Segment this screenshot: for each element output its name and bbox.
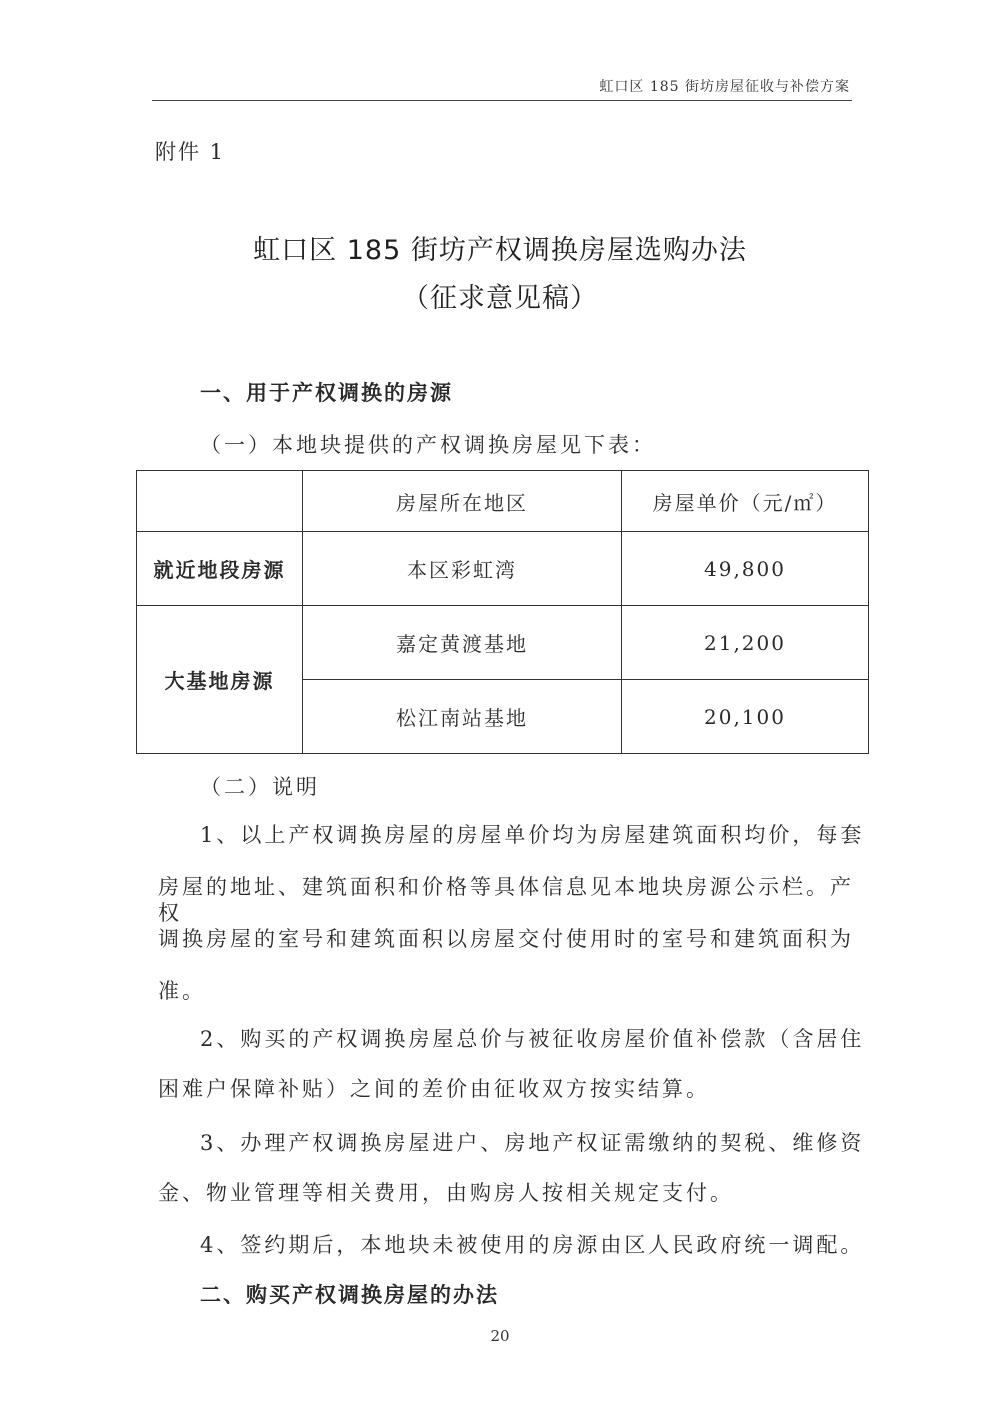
document-title: 虹口区 185 街坊产权调换房屋选购办法	[253, 235, 747, 266]
subsection-heading-1: （一）本地块提供的产权调换房屋见下表：	[200, 433, 656, 457]
row-location: 嘉定黄渡基地	[303, 606, 622, 680]
attachment-label: 附件 1	[155, 140, 226, 164]
housing-table	[136, 470, 869, 754]
section-heading-2: 二、购买产权调换房屋的办法	[200, 1282, 499, 1307]
row-price: 49,800	[622, 532, 869, 606]
page-number: 20	[490, 1327, 510, 1345]
row-price: 21,200	[622, 606, 869, 680]
column-header-price: 房屋单价（元/㎡）	[622, 471, 869, 532]
note-3-line: 3、办理产权调换房屋进户、房地产权证需缴纳的契税、维修资	[200, 1131, 865, 1155]
header-rule	[152, 100, 852, 101]
section-heading-1: 一、用于产权调换的房源	[200, 380, 453, 405]
row-category: 就近地段房源	[137, 532, 303, 606]
note-4-line: 4、签约期后，本地块未被使用的房源由区人民政府统一调配。	[200, 1233, 865, 1257]
note-2-line: 2、购买的产权调换房屋总价与被征收房屋价值补偿款（含居住	[200, 1027, 865, 1051]
note-3-line: 金、物业管理等相关费用，由购房人按相关规定支付。	[158, 1181, 734, 1205]
note-1-line: 房屋的地址、建筑面积和价格等具体信息见本地块房源公示栏。产权	[158, 875, 854, 925]
row-category: 大基地房源	[137, 606, 303, 754]
table-corner-cell	[137, 471, 303, 532]
running-header: 虹口区 185 街坊房屋征收与补偿方案	[599, 79, 850, 95]
row-price: 20,100	[622, 680, 869, 754]
document-subtitle: （征求意见稿）	[402, 283, 598, 314]
notes-heading: （二）说明	[200, 775, 320, 799]
table-header-row	[137, 471, 869, 532]
note-1-line: 1、以上产权调换房屋的房屋单价均为房屋建筑面积均价，每套	[200, 823, 865, 847]
row-location: 本区彩虹湾	[303, 532, 622, 606]
row-location: 松江南站基地	[303, 680, 622, 754]
note-2-line: 困难户保障补贴）之间的差价由征收双方按实结算。	[158, 1077, 710, 1101]
table-row	[137, 606, 869, 680]
note-1-line: 调换房屋的室号和建筑面积以房屋交付使用时的室号和建筑面积为	[158, 927, 854, 951]
table-row	[137, 532, 869, 606]
note-1-line: 准。	[158, 979, 206, 1003]
column-header-location: 房屋所在地区	[303, 471, 622, 532]
